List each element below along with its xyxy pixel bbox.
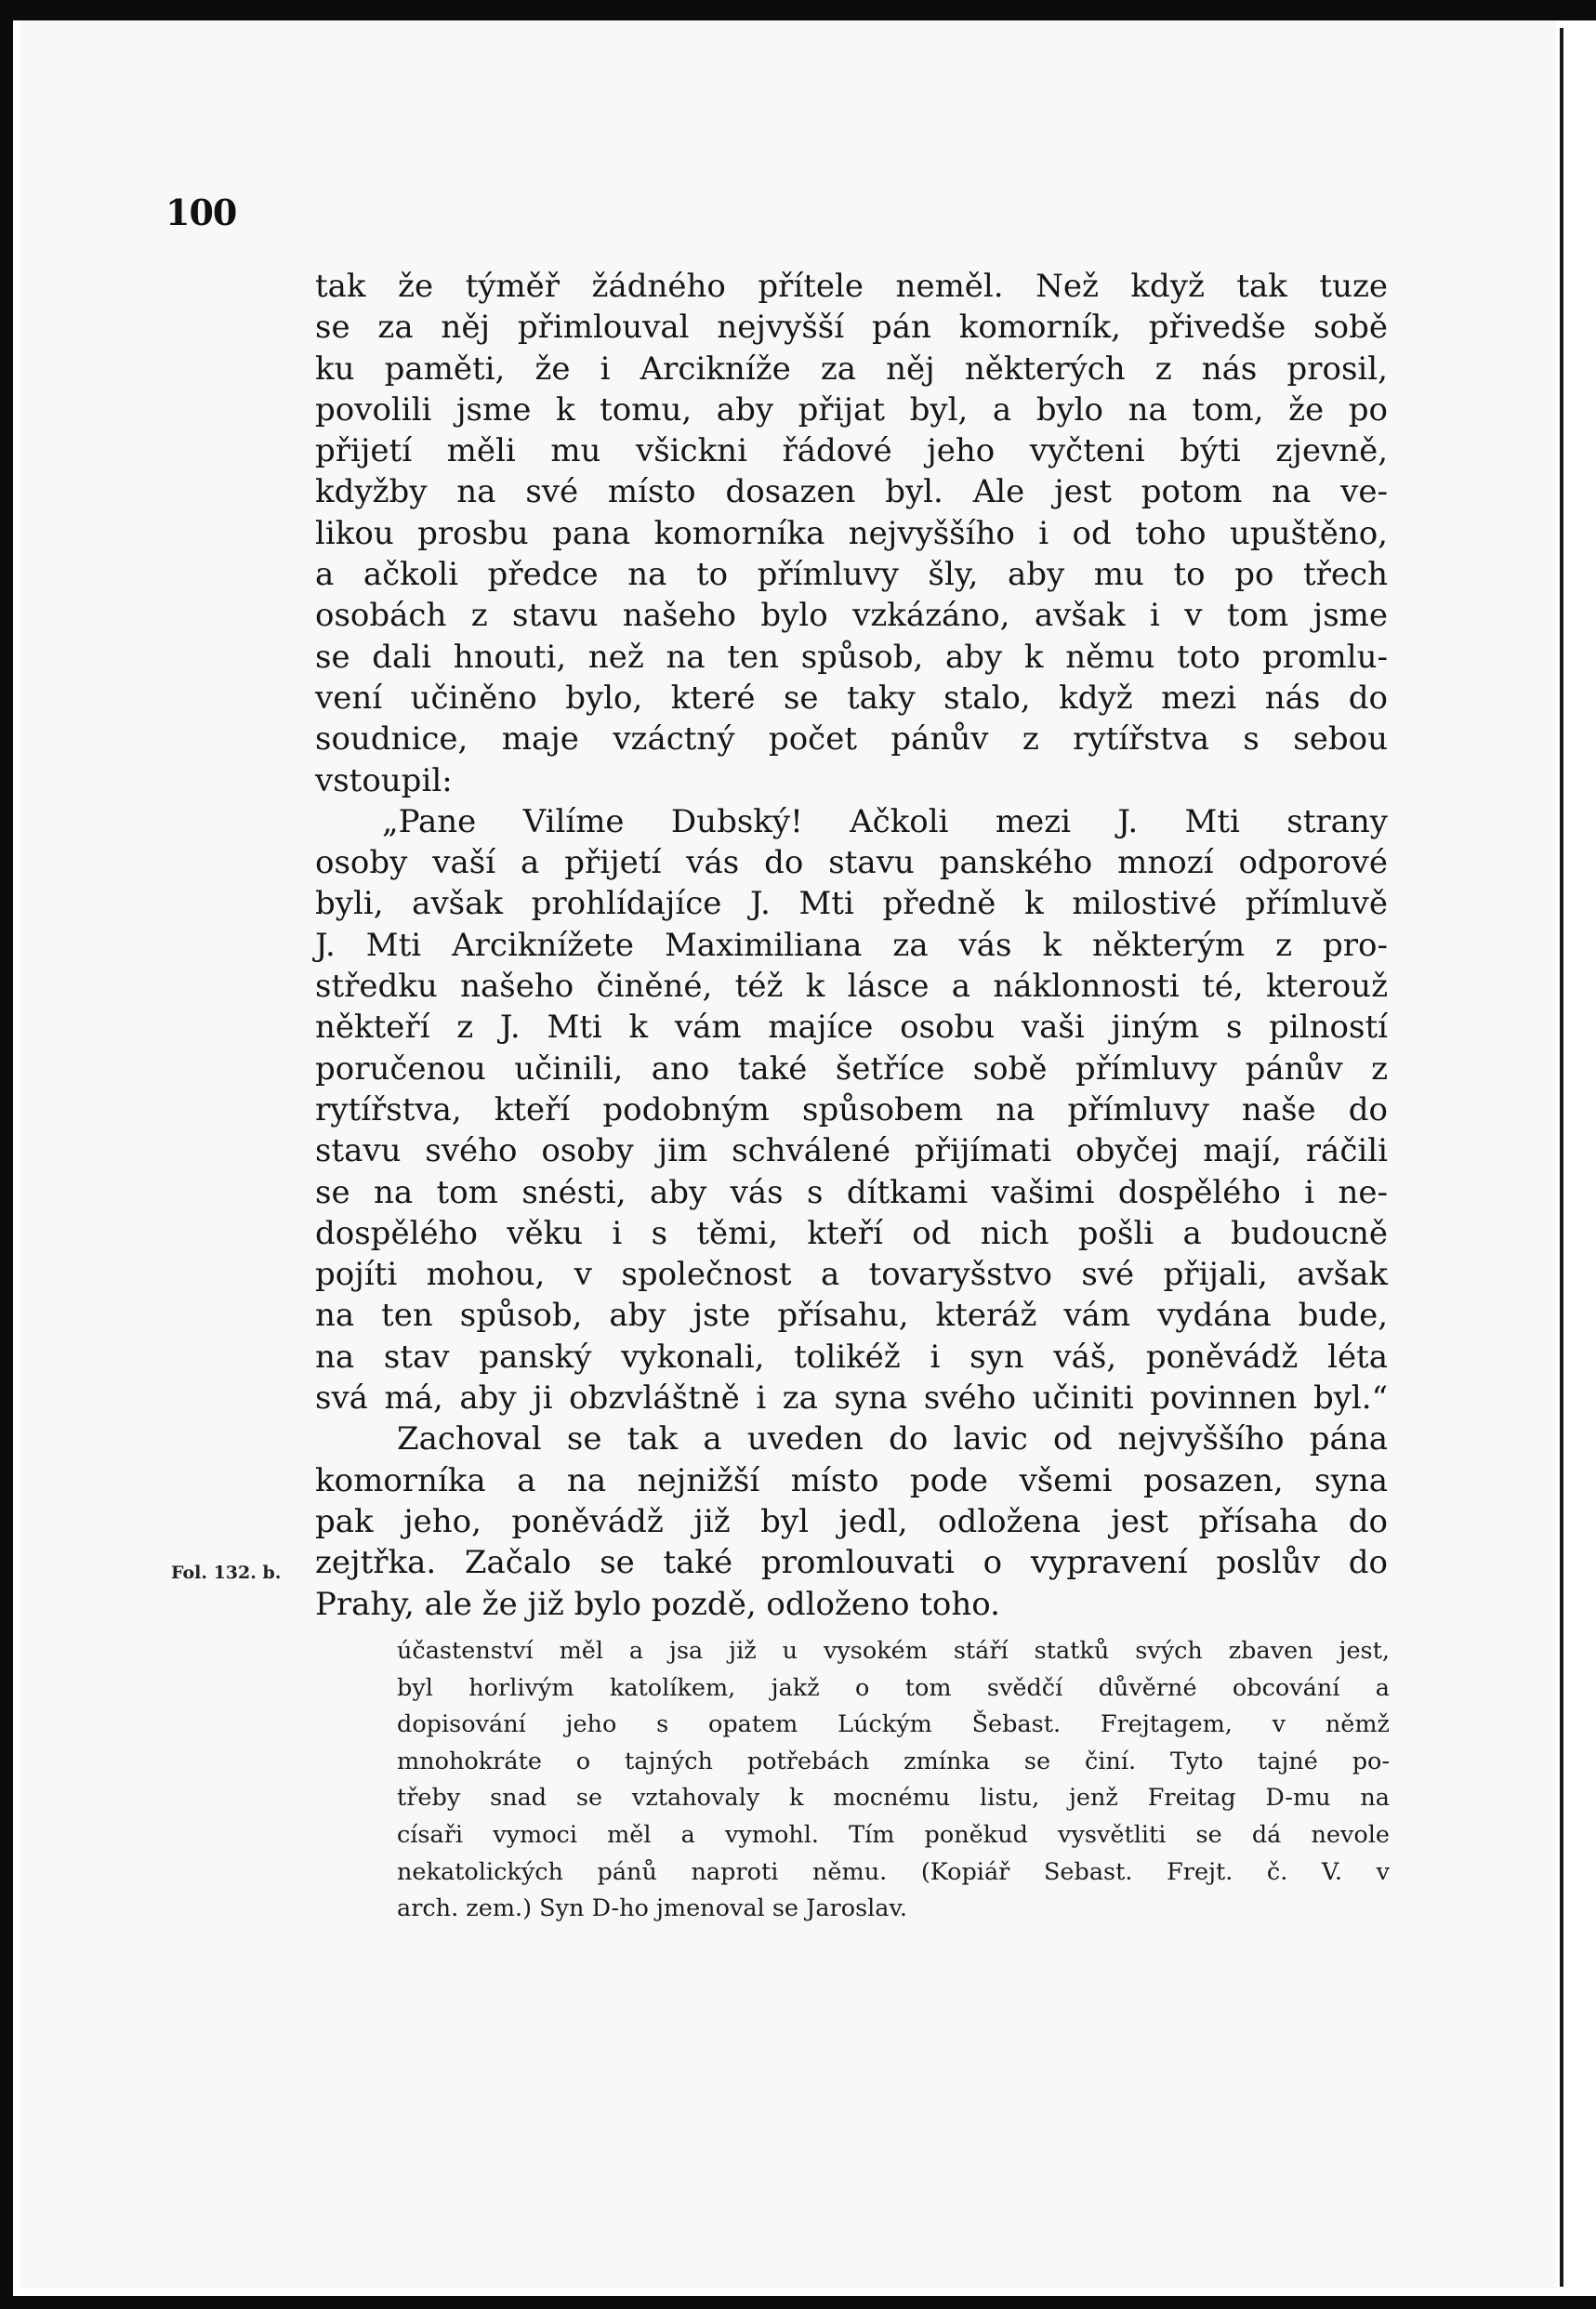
body-line: kdyžby na své místo dosazen byl. Ale jest potom na ve- [315, 473, 1388, 511]
body-line: osobách z stavu našeho bylo vzkázáno, avšak i v tom jsme [315, 597, 1388, 635]
body-line: se na tom snésti, aby vás s dítkami vašimi dospělého i ne- [315, 1173, 1388, 1211]
body-line: zejtřka. Začalo se také promlouvati o vypravení poslův do [315, 1544, 1388, 1582]
body-line: Prahy, ale že již bylo pozdě, odloženo toho. [315, 1585, 1000, 1623]
body-line: ku paměti, že i Arcikníže za něj některých z nás prosil, [315, 350, 1388, 388]
body-line: svá má, aby ji obzvláštně i za syna svého učiniti povinnen byl.“ [315, 1379, 1388, 1418]
footnote-line: účastenství měl a jsa již u vysokém stáří statků svých zbaven jest, [397, 1637, 1390, 1665]
footnote-line: třeby snad se vztahovaly k mocnému listu, jenž Freitag D-mu na [397, 1784, 1390, 1813]
body-line: na ten spůsob, aby jste přísahu, kteráž vám vydána bude, [315, 1297, 1388, 1335]
body-line: pojíti mohou, v společnost a tovaryšstvo své přijali, avšak [315, 1256, 1388, 1294]
footnote-line: císaři vymoci měl a vymohl. Tím poněkud vysvětliti se dá nevole [397, 1820, 1390, 1849]
main-text-block [315, 266, 1388, 1625]
footnote-line: byl horlivým katolíkem, jakž o tom svědčí důvěrné obcování a [397, 1673, 1390, 1702]
body-line: se dali hnouti, než na ten spůsob, aby k němu toto promlu- [315, 638, 1388, 676]
body-line: Zachoval se tak a uveden do lavic od nejvyššího pána [397, 1420, 1388, 1458]
body-line: rytířstva, kteří podobným spůsobem na přímluvy naše do [315, 1090, 1388, 1128]
scan-border-bottom [0, 2296, 1596, 2309]
footnote-line: nekatolických pánů naproti němu. (Kopiář Sebast. Frejt. č. V. v [397, 1857, 1390, 1886]
body-line: stavu svého osoby jim schválené přijímati obyčej mají, ráčili [315, 1132, 1388, 1170]
footnote-line: dopisování jeho s opatem Lúckým Šebast. Frejtagem, v němž [397, 1710, 1390, 1739]
body-line: vení učiněno bylo, které se taky stalo, když mezi nás do [315, 679, 1388, 717]
footnote-line: mnohokráte o tajných potřebách zmínka se činí. Tyto tajné po- [397, 1747, 1390, 1775]
body-line: tak že týměř žádného přítele neměl. Než když tak tuze [315, 268, 1388, 305]
body-line: komorníka a na nejnižší místo pode všemi posazen, syna [315, 1461, 1388, 1499]
folio-margin-note: Fol. 132. b. [171, 1563, 282, 1583]
scan-border-left [0, 0, 13, 2309]
footnote-block [397, 1633, 1390, 1928]
body-line: likou prosbu pana komorníka nejvyššího i od toho upuštěno, [315, 514, 1388, 552]
body-line: byli, avšak prohlídajíce J. Mti předně k milostivé přímluvě [315, 885, 1388, 923]
body-line: poručenou učinili, ano také šetříce sobě přímluvy pánův z [315, 1049, 1388, 1088]
page-number: 100 [165, 191, 237, 233]
body-line: soudnice, maje vzáctný počet pánův z rytířstva s sebou [315, 720, 1388, 759]
body-line: J. Mti Arciknížete Maximiliana za vás k některým z pro- [315, 926, 1388, 964]
footnote-line: arch. zem.) Syn D-ho jmenoval se Jaroslav. [397, 1894, 907, 1923]
body-line: povolili jsme k tomu, aby přijat byl, a bylo na tom, že po [315, 390, 1388, 429]
body-line: „Pane Vilíme Dubský! Ačkoli mezi J. Mti strany [382, 802, 1388, 840]
body-line: přijetí měli mu všickni řádové jeho vyčteni býti zjevně, [315, 432, 1388, 470]
body-line: na stav panský vykonali, tolikéž i syn váš, poněvádž léta [315, 1338, 1388, 1376]
scan-border-top [0, 0, 1596, 20]
scan-edge-right [1560, 28, 1563, 2287]
body-line: středku našeho činěné, též k lásce a náklonnosti té, kterouž [315, 968, 1388, 1006]
body-line: dospělého věku i s těmi, kteří od nich pošli a budoucně [315, 1214, 1388, 1252]
body-line: někteří z J. Mti k vám majíce osobu vaši jiným s pilností [315, 1009, 1388, 1047]
body-line: pak jeho, poněvádž již byl jedl, odložena jest přísaha do [315, 1502, 1388, 1540]
body-line: se za něj přimlouval nejvyšší pán komorník, přivedše sobě [315, 309, 1388, 347]
body-line: osoby vaší a přijetí vás do stavu panského mnozí odporové [315, 844, 1388, 882]
body-line: vstoupil: [315, 761, 453, 799]
body-line: a ačkoli předce na to přímluvy šly, aby mu to po třech [315, 556, 1388, 594]
